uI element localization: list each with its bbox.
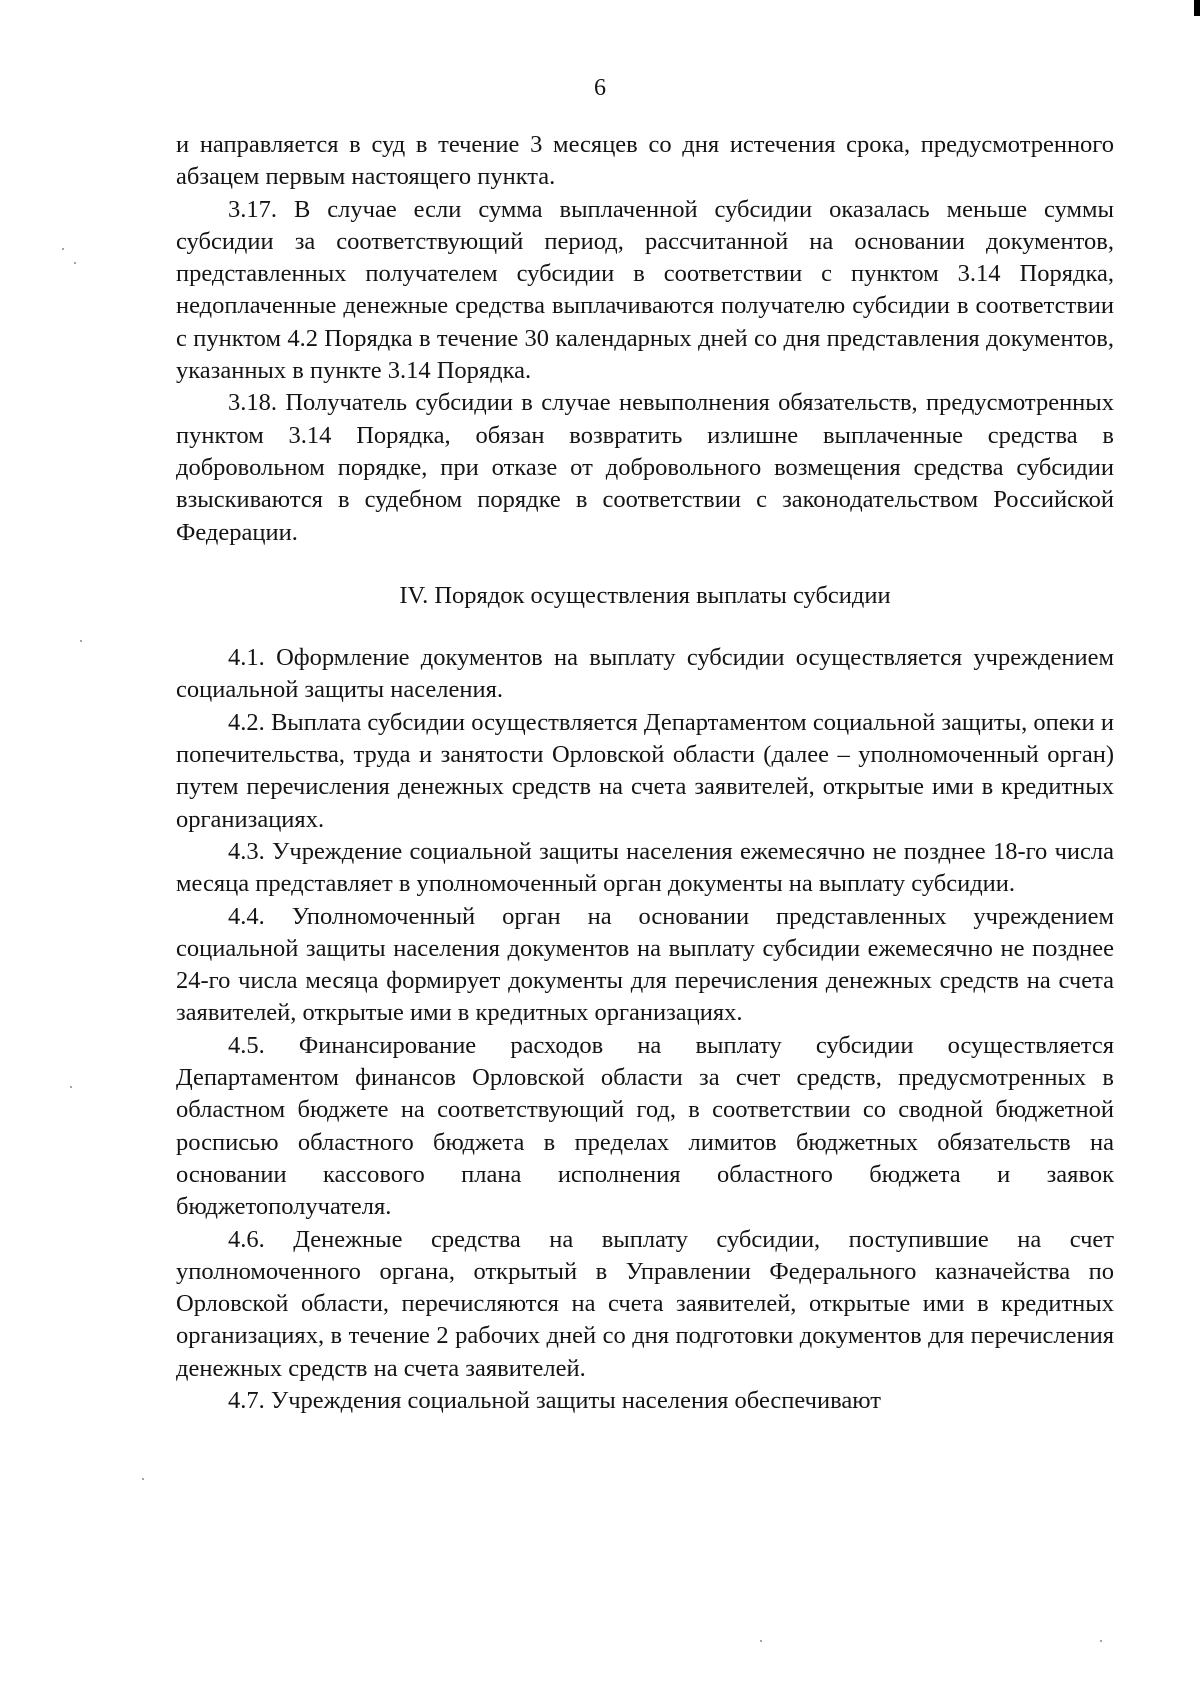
scan-speck [62, 248, 64, 250]
scan-speck [142, 1478, 144, 1480]
document-body [176, 129, 1114, 1417]
page-number: 6 [594, 75, 606, 101]
paragraph-3-18: 3.18. Получатель субсидии в случае невыполнения обязательств, предусмотренных пунктом 3.14 Порядка, обязан возвратить излишне выплаченные средства в добровольном порядке, при отказе от добровольного возмещения средства субсидии взыскиваются в судебном порядке в соответствии с законодательством Российской Федерации. [176, 389, 1114, 546]
paragraph-4-5: 4.5. Финансирование расходов на выплату субсидии осуществляется Департаментом финансов Орловской области за счет средств, предусмотренных в областном бюджете на соответствующий год, в соответствии со сводной бюджетной росписью областного бюджета в пределах лимитов бюджетных обязательств на основании кассового плана исполнения областного бюджета и заявок бюджетополучателя. [176, 1031, 1114, 1221]
scan-speck [80, 640, 82, 642]
scan-speck [70, 1086, 72, 1088]
scan-speck [74, 262, 76, 264]
paragraph-4-1: 4.1. Оформление документов на выплату субсидии осуществляется учреждением социальной защиты населения. [176, 644, 1114, 704]
scan-speck [760, 1640, 762, 1642]
paragraph-4-6: 4.6. Денежные средства на выплату субсидии, поступившие на счет уполномоченного органа, открытый в Управлении Федерального казначейства по Орловской области, перечисляются на счета заявителей, открытые ими в кредитных организациях, в течение 2 рабочих дней со дня подготовки документов для перечисления денежных средств на счета заявителей. [176, 1225, 1114, 1382]
paragraph-continuation: и направляется в суд в течение 3 месяцев со дня истечения срока, предусмотренного абзацем первым настоящего пункта. [176, 131, 1114, 191]
paragraph-4-3: 4.3. Учреждение социальной защиты населения ежемесячно не позднее 18-го числа месяца представляет в уполномоченный орган документы на выплату субсидии. [176, 837, 1114, 898]
scan-edge-mark [1194, 0, 1200, 16]
section-heading: IV. Порядок осуществления выплаты субсидии [399, 581, 891, 609]
paragraph-4-4: 4.4. Уполномоченный орган на основании представленных учреждением социальной защиты населения документов на выплату субсидии ежемесячно не позднее 24-го числа месяца формирует документы для перечисления денежных средств на счета заявителей, открытые ими в кредитных организациях. [176, 902, 1114, 1027]
paragraph-4-7: 4.7. Учреждения социальной защиты населения обеспечивают [228, 1386, 881, 1414]
paragraph-3-17: 3.17. В случае если сумма выплаченной субсидии оказалась меньше суммы субсидии за соответствующий период, рассчитанной на основании документов, представленных получателем субсидии в соответствии с пунктом 3.14 Порядка, недоплаченные денежные средства выплачиваются получателю субсидии в соответствии с пунктом 4.2 Порядка в течение 30 календарных дней со дня представления документов, указанных в пункте 3.14 Порядка. [176, 195, 1114, 385]
paragraph-4-2: 4.2. Выплата субсидии осуществляется Департаментом социальной защиты, опеки и попечительства, труда и занятости Орловской области (далее – уполномоченный орган) путем перечисления денежных средств на счета заявителей, открытые ими в кредитных организациях. [176, 708, 1114, 833]
scan-speck [1100, 1640, 1102, 1642]
